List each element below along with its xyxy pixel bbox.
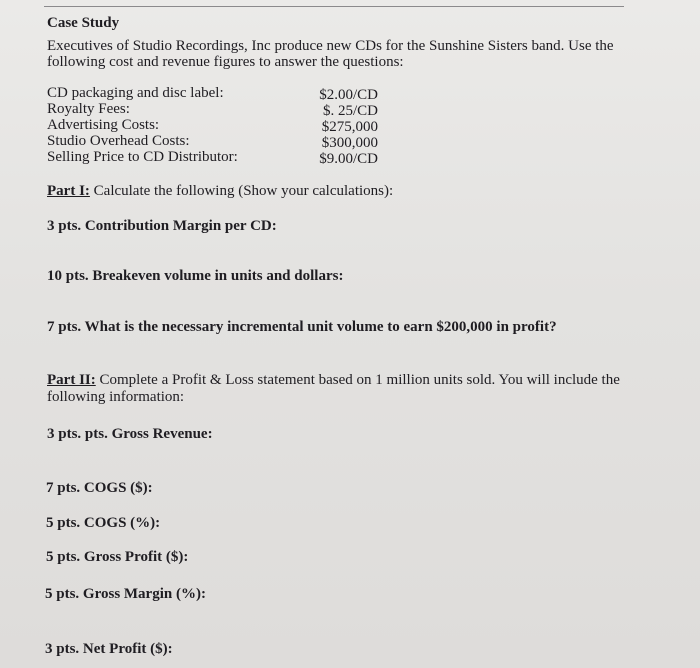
cost-value: $2.00/CD [319,87,378,103]
question-cogs-dollars: 7 pts. COGS ($): [46,480,153,496]
cost-value: $300,000 [321,135,378,151]
part1-text: Calculate the following (Show your calculations): [89,183,394,199]
cost-label: CD packaging and disc label: [47,85,224,101]
part1-heading: Part I: [47,183,90,199]
part1-instruction [47,183,393,200]
cost-value: $. 25/CD [322,103,378,119]
question-contribution-margin: 3 pts. Contribution Margin per CD: [47,218,277,234]
cost-label: Selling Price to CD Distributor: [47,149,238,165]
cost-value: $275,000 [321,119,378,135]
cost-label: Royalty Fees: [47,101,130,117]
intro-line-1: Executives of Studio Recordings, Inc produce new CDs for the Sunshine Sisters band. Use the [47,38,614,54]
question-gross-revenue: 3 pts. pts. Gross Revenue: [47,426,213,442]
cost-value: $9.00/CD [319,151,378,167]
question-breakeven: 10 pts. Breakeven volume in units and dollars: [47,268,344,284]
question-cogs-percent: 5 pts. COGS (%): [46,515,161,531]
cost-label: Advertising Costs: [47,117,160,133]
question-gross-profit: 5 pts. Gross Profit ($): [46,549,189,565]
part2-heading: Part II: [47,372,96,388]
part2-instruction [47,372,620,389]
cost-label: Studio Overhead Costs: [47,133,190,149]
part2-instruction-line-2: following information: [47,389,185,405]
question-gross-margin: 5 pts. Gross Margin (%): [45,586,206,602]
part2-text: Complete a Profit & Loss statement based on 1 million units sold. You will include the [95,372,620,388]
case-study-title: Case Study [47,15,120,31]
intro-line-2: following cost and revenue figures to answer the questions: [47,54,404,70]
top-rule [44,6,624,7]
question-incremental-volume: 7 pts. What is the necessary incremental unit volume to earn $200,000 in profit? [47,319,557,335]
question-net-profit: 3 pts. Net Profit ($): [45,641,173,657]
